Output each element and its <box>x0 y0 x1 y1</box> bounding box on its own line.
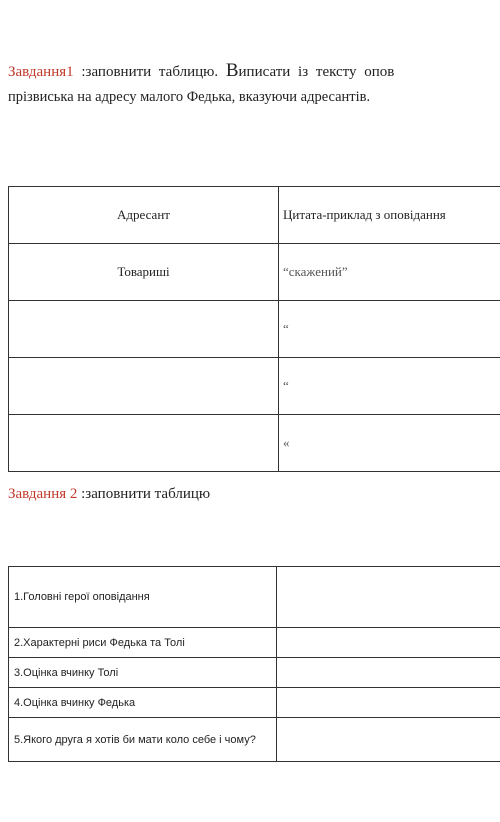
addressee-table <box>8 186 500 472</box>
task1-text-part2: иписати із тексту опов <box>238 64 395 80</box>
table-row <box>9 628 500 658</box>
task2-label: Завдання 2 <box>8 486 78 502</box>
table-row <box>9 301 500 358</box>
question-cell: 2.Характерні риси Федька та Толі <box>9 628 277 658</box>
answer-cell[interactable] <box>277 658 500 688</box>
answer-cell[interactable] <box>277 718 500 762</box>
task1-big-letter: В <box>225 60 239 81</box>
task1-line2: прізвиська на адресу малого Федька, вказуючи адресантів. <box>8 89 371 105</box>
answer-cell[interactable] <box>277 567 500 628</box>
table-row <box>9 658 500 688</box>
addressee-cell[interactable]: Товариші <box>9 244 279 301</box>
answer-cell[interactable] <box>277 688 500 718</box>
questions-table <box>8 566 500 762</box>
header-quote: Цитата-приклад з оповідання <box>279 187 500 244</box>
header-addressee: Адресант <box>9 187 279 244</box>
task2-text: :заповнити таблицю <box>77 486 211 502</box>
answer-cell[interactable] <box>277 628 500 658</box>
addressee-table-header <box>9 187 500 244</box>
addressee-cell[interactable] <box>9 301 279 358</box>
addressee-cell[interactable] <box>9 415 279 472</box>
task2-instruction <box>8 486 210 503</box>
table-row <box>9 718 500 762</box>
addressee-cell[interactable] <box>9 358 279 415</box>
table-row <box>9 415 500 472</box>
quote-cell[interactable]: “ <box>279 358 500 415</box>
task1-instruction <box>8 58 500 110</box>
question-cell: 5.Якого друга я хотів би мати коло себе і чому? <box>9 718 277 762</box>
task1-label: Завдання1 <box>8 64 74 80</box>
question-cell: 3.Оцінка вчинку Толі <box>9 658 277 688</box>
table-row <box>9 688 500 718</box>
question-cell: 4.Оцінка вчинку Федька <box>9 688 277 718</box>
quote-cell[interactable]: « <box>279 415 500 472</box>
question-cell: 1.Головні герої оповідання <box>9 567 277 628</box>
quote-cell[interactable]: “скажений” <box>279 244 500 301</box>
table-row <box>9 358 500 415</box>
task1-line1 <box>8 58 500 85</box>
table-row <box>9 244 500 301</box>
table-row <box>9 567 500 628</box>
task1-text-part1: :заповнити таблицю. <box>73 64 219 80</box>
quote-cell[interactable]: “ <box>279 301 500 358</box>
